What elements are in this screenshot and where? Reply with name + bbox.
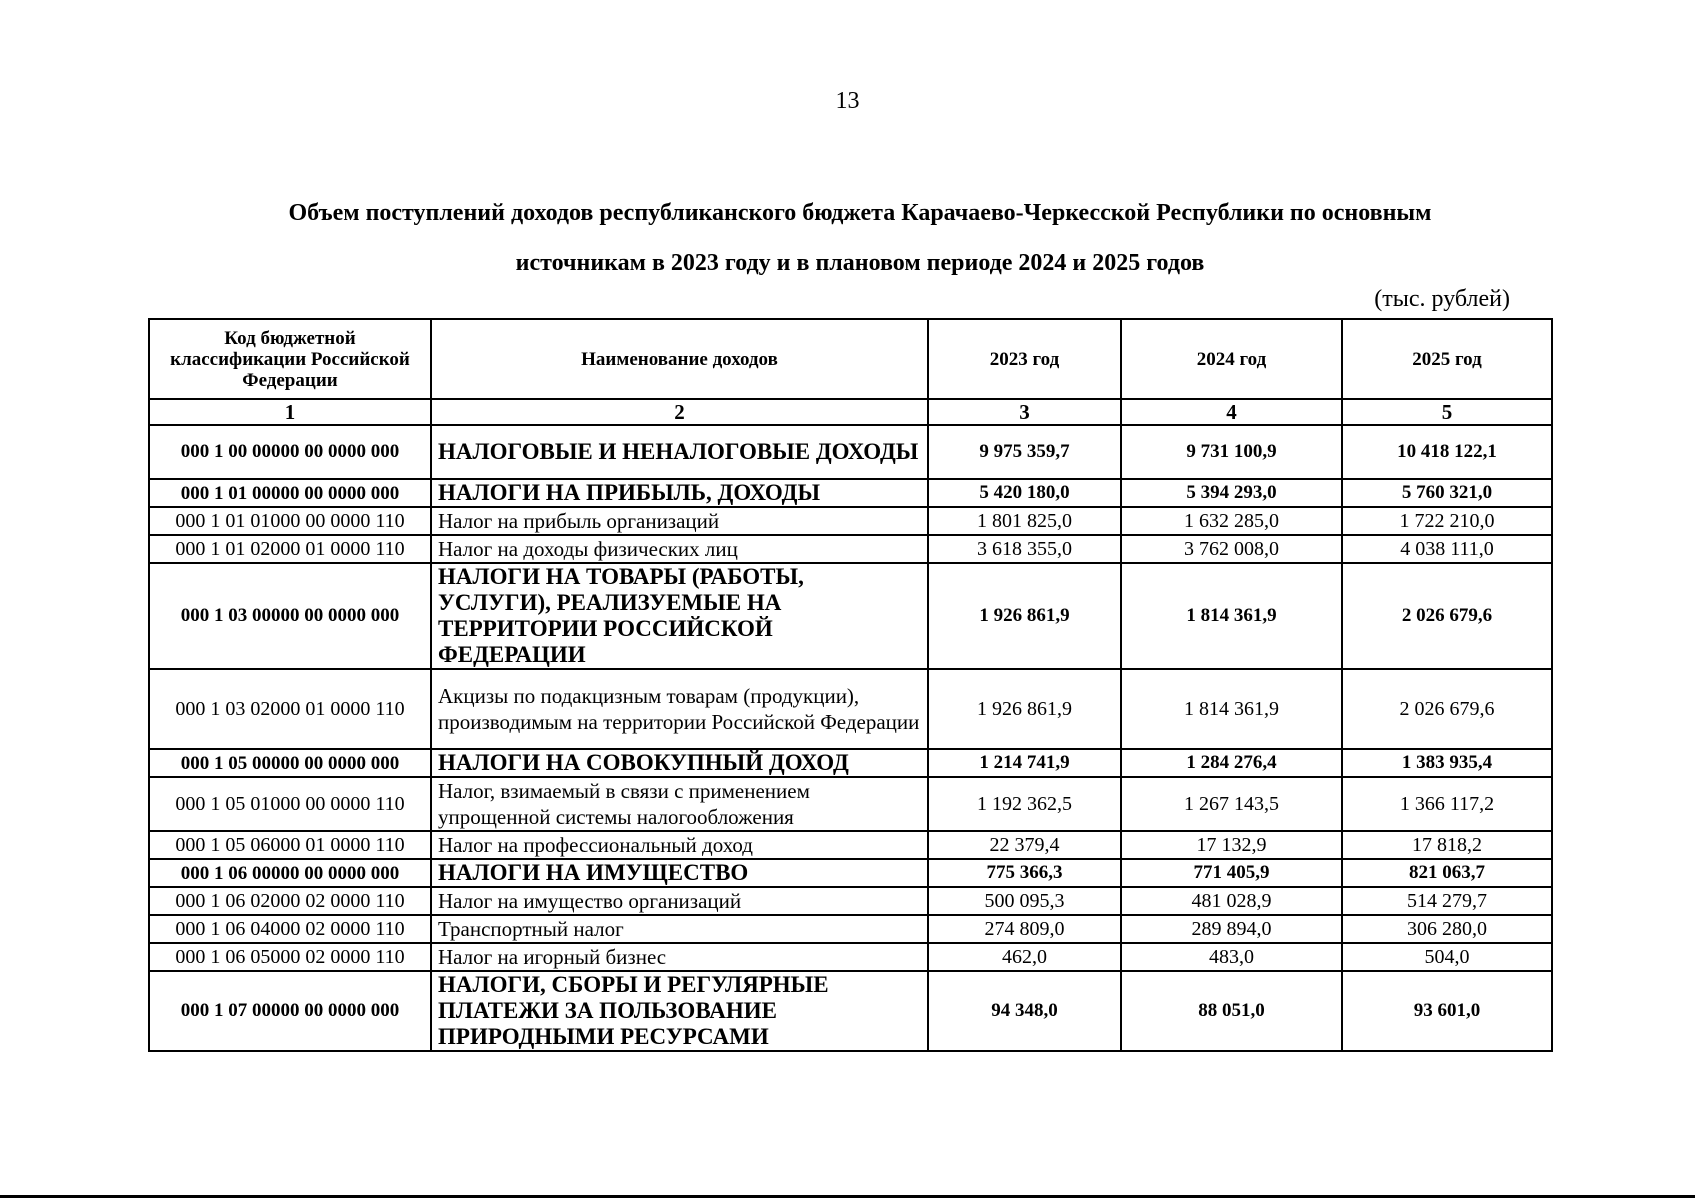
row-value-2024: 289 894,0 — [1121, 915, 1342, 943]
row-name: НАЛОГИ НА СОВОКУПНЫЙ ДОХОД — [431, 749, 928, 777]
row-value-2023: 22 379,4 — [928, 831, 1121, 859]
header-name: Наименование доходов — [431, 319, 928, 399]
row-value-2025: 504,0 — [1342, 943, 1552, 971]
row-value-2024: 1 267 143,5 — [1121, 777, 1342, 831]
row-value-2023: 1 214 741,9 — [928, 749, 1121, 777]
row-value-2024: 5 394 293,0 — [1121, 479, 1342, 507]
row-value-2023: 1 926 861,9 — [928, 669, 1121, 749]
row-code: 000 1 03 02000 01 0000 110 — [149, 669, 431, 749]
row-value-2024: 771 405,9 — [1121, 859, 1342, 887]
row-code: 000 1 03 00000 00 0000 000 — [149, 563, 431, 669]
bottom-scan-edge — [0, 1195, 1695, 1198]
table-row — [149, 887, 1552, 915]
row-value-2024: 1 814 361,9 — [1121, 563, 1342, 669]
row-value-2025: 1 722 210,0 — [1342, 507, 1552, 535]
row-name: Налог на имущество организаций — [431, 887, 928, 915]
row-name: Налог на прибыль организаций — [431, 507, 928, 535]
row-code: 000 1 00 00000 00 0000 000 — [149, 425, 431, 479]
row-value-2023: 9 975 359,7 — [928, 425, 1121, 479]
row-name: Налог на доходы физических лиц — [431, 535, 928, 563]
table-row — [149, 425, 1552, 479]
row-code: 000 1 01 02000 01 0000 110 — [149, 535, 431, 563]
row-value-2025: 1 366 117,2 — [1342, 777, 1552, 831]
row-value-2024: 1 814 361,9 — [1121, 669, 1342, 749]
header-2024: 2024 год — [1121, 319, 1342, 399]
row-value-2023: 274 809,0 — [928, 915, 1121, 943]
column-number-row — [149, 399, 1552, 425]
column-number: 3 — [928, 399, 1121, 425]
table-row — [149, 507, 1552, 535]
row-value-2023: 775 366,3 — [928, 859, 1121, 887]
row-value-2023: 3 618 355,0 — [928, 535, 1121, 563]
row-value-2025: 10 418 122,1 — [1342, 425, 1552, 479]
table-row — [149, 535, 1552, 563]
row-code: 000 1 07 00000 00 0000 000 — [149, 971, 431, 1051]
row-value-2025: 93 601,0 — [1342, 971, 1552, 1051]
row-value-2024: 17 132,9 — [1121, 831, 1342, 859]
row-code: 000 1 01 00000 00 0000 000 — [149, 479, 431, 507]
row-value-2024: 3 762 008,0 — [1121, 535, 1342, 563]
table-row — [149, 831, 1552, 859]
row-value-2024: 1 284 276,4 — [1121, 749, 1342, 777]
row-name: НАЛОГИ НА ПРИБЫЛЬ, ДОХОДЫ — [431, 479, 928, 507]
title-line-2: источникам в 2023 году и в плановом периоде 2024 и 2025 годов — [515, 250, 1205, 276]
row-name: НАЛОГОВЫЕ И НЕНАЛОГОВЫЕ ДОХОДЫ — [431, 425, 928, 479]
table-row — [149, 479, 1552, 507]
table-row — [149, 859, 1552, 887]
row-name: Акцизы по подакцизным товарам (продукции), производимым на территории Российской Федерации — [431, 669, 928, 749]
row-value-2025: 1 383 935,4 — [1342, 749, 1552, 777]
row-value-2024: 9 731 100,9 — [1121, 425, 1342, 479]
row-value-2025: 2 026 679,6 — [1342, 669, 1552, 749]
row-value-2023: 1 192 362,5 — [928, 777, 1121, 831]
column-number: 2 — [431, 399, 928, 425]
row-value-2024: 88 051,0 — [1121, 971, 1342, 1051]
row-value-2024: 481 028,9 — [1121, 887, 1342, 915]
column-number: 4 — [1121, 399, 1342, 425]
header-2025: 2025 год — [1342, 319, 1552, 399]
units-label: (тыс. рублей) — [1374, 286, 1510, 312]
page-number: 13 — [835, 88, 860, 114]
row-value-2025: 821 063,7 — [1342, 859, 1552, 887]
row-code: 000 1 05 01000 00 0000 110 — [149, 777, 431, 831]
table-row — [149, 749, 1552, 777]
row-value-2023: 500 095,3 — [928, 887, 1121, 915]
table-row — [149, 669, 1552, 749]
column-number: 1 — [149, 399, 431, 425]
row-name: Налог на профессиональный доход — [431, 831, 928, 859]
table-row — [149, 971, 1552, 1051]
table-header-row — [149, 319, 1552, 399]
table-row — [149, 915, 1552, 943]
row-code: 000 1 05 06000 01 0000 110 — [149, 831, 431, 859]
row-value-2025: 514 279,7 — [1342, 887, 1552, 915]
row-code: 000 1 06 02000 02 0000 110 — [149, 887, 431, 915]
table-row — [149, 777, 1552, 831]
row-value-2023: 94 348,0 — [928, 971, 1121, 1051]
row-value-2024: 1 632 285,0 — [1121, 507, 1342, 535]
row-value-2025: 4 038 111,0 — [1342, 535, 1552, 563]
revenue-table — [148, 318, 1553, 1052]
row-value-2025: 5 760 321,0 — [1342, 479, 1552, 507]
row-name: Налог, взимаемый в связи с применением упрощенной системы налогообложения — [431, 777, 928, 831]
row-code: 000 1 05 00000 00 0000 000 — [149, 749, 431, 777]
row-name: Налог на игорный бизнес — [431, 943, 928, 971]
row-value-2023: 1 926 861,9 — [928, 563, 1121, 669]
row-value-2023: 1 801 825,0 — [928, 507, 1121, 535]
row-name: НАЛОГИ, СБОРЫ И РЕГУЛЯРНЫЕ ПЛАТЕЖИ ЗА ПОЛЬЗОВАНИЕ ПРИРОДНЫМИ РЕСУРСАМИ — [431, 971, 928, 1051]
row-code: 000 1 01 01000 00 0000 110 — [149, 507, 431, 535]
row-name: НАЛОГИ НА ТОВАРЫ (РАБОТЫ, УСЛУГИ), РЕАЛИЗУЕМЫЕ НА ТЕРРИТОРИИ РОССИЙСКОЙ ФЕДЕРАЦИИ — [431, 563, 928, 669]
row-name: Транспортный налог — [431, 915, 928, 943]
row-code: 000 1 06 00000 00 0000 000 — [149, 859, 431, 887]
row-code: 000 1 06 04000 02 0000 110 — [149, 915, 431, 943]
document-title — [160, 188, 1560, 288]
header-2023: 2023 год — [928, 319, 1121, 399]
row-value-2025: 17 818,2 — [1342, 831, 1552, 859]
row-value-2024: 483,0 — [1121, 943, 1342, 971]
row-name: НАЛОГИ НА ИМУЩЕСТВО — [431, 859, 928, 887]
row-code: 000 1 06 05000 02 0000 110 — [149, 943, 431, 971]
title-line-1: Объем поступлений доходов республиканского бюджета Карачаево-Черкесской Республики по основным — [288, 200, 1432, 226]
row-value-2025: 306 280,0 — [1342, 915, 1552, 943]
row-value-2025: 2 026 679,6 — [1342, 563, 1552, 669]
table-row — [149, 943, 1552, 971]
row-value-2023: 462,0 — [928, 943, 1121, 971]
row-value-2023: 5 420 180,0 — [928, 479, 1121, 507]
column-number: 5 — [1342, 399, 1552, 425]
table-row — [149, 563, 1552, 669]
header-code: Код бюджетной классификации Российской Федерации — [149, 319, 431, 399]
